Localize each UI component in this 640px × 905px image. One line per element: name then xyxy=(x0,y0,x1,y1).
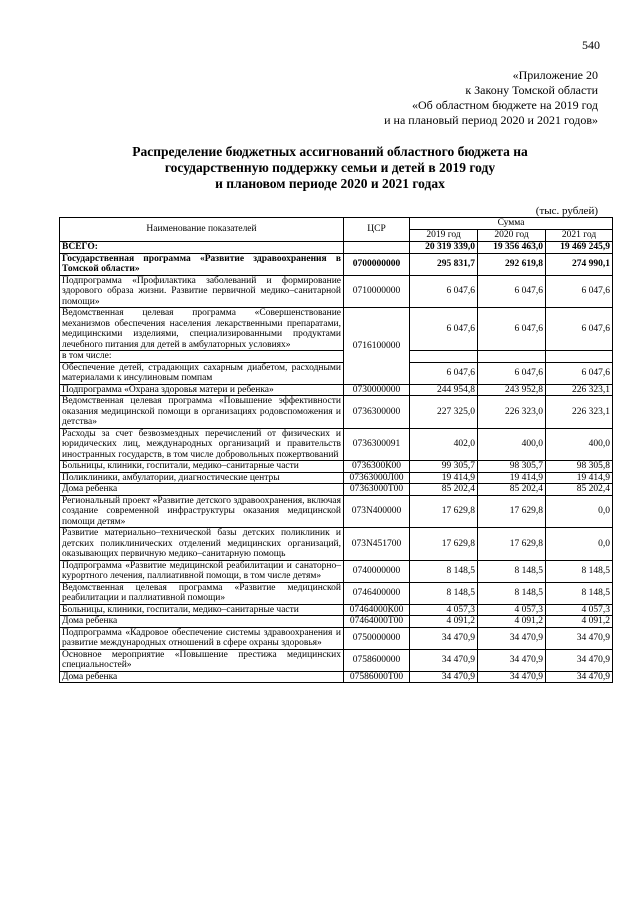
table-row xyxy=(60,472,613,484)
row-name: Поликлиники, амбулатории, диагностические центры xyxy=(60,472,344,484)
table-row xyxy=(60,627,613,649)
row-value-2020: 400,0 xyxy=(478,428,546,461)
title-line: государственную поддержку семьи и детей в 2019 году xyxy=(164,160,496,175)
row-name: Региональный проект «Развитие детского здравоохранения, включая создание современной инфраструктуры оказания медицинской помощи детям» xyxy=(60,495,344,528)
row-value-2021: 19 469 245,9 xyxy=(546,242,613,254)
row-value-2021: 0,0 xyxy=(546,495,613,528)
table-row xyxy=(60,242,613,254)
appendix-line: «Об областном бюджете на 2019 год xyxy=(412,98,598,112)
row-value-2020: 8 148,5 xyxy=(478,582,546,604)
row-value-2020: 19 356 463,0 xyxy=(478,242,546,254)
header-sum: Сумма xyxy=(410,218,613,230)
row-value-2020: 292 619,8 xyxy=(478,253,546,275)
table-row xyxy=(60,616,613,628)
header-code: ЦСР xyxy=(344,218,410,242)
row-code: 07464000Т00 xyxy=(344,616,410,628)
appendix-line: к Закону Томской области xyxy=(465,83,598,97)
table-row xyxy=(60,671,613,683)
title-line: и плановом периоде 2020 и 2021 годах xyxy=(215,176,445,191)
row-value-2021 xyxy=(546,351,613,363)
row-value-2020: 226 323,0 xyxy=(478,396,546,429)
row-name: Расходы за счет безвозмездных перечислений от физических и юридических лиц, международных организаций и правительств иностранных государств, в том числе добровольных пожертвований xyxy=(60,428,344,461)
appendix-header xyxy=(268,68,598,128)
header-year-2020: 2020 год xyxy=(478,230,546,242)
row-value-2021: 226 323,1 xyxy=(546,384,613,396)
row-code: 0758600000 xyxy=(344,649,410,671)
row-name: Ведомственная целевая программа «Развитие медицинской реабилитации и паллиативной помощи» xyxy=(60,582,344,604)
row-value-2019: 99 305,7 xyxy=(410,461,478,473)
row-value-2020: 4 057,3 xyxy=(478,604,546,616)
row-value-2021: 8 148,5 xyxy=(546,560,613,582)
row-name: Развитие материально–технической базы детских поликлиник и детских поликлинических отделений медицинских организаций, оказывающих первичную медико–санитарную помощь xyxy=(60,528,344,561)
row-name: в том числе: xyxy=(60,351,344,363)
row-value-2019: 4 091,2 xyxy=(410,616,478,628)
row-value-2021: 98 305,8 xyxy=(546,461,613,473)
table-row xyxy=(60,495,613,528)
row-value-2020: 6 047,6 xyxy=(478,308,546,351)
row-name: Подпрограмма «Охрана здоровья матери и ребенка» xyxy=(60,384,344,396)
row-value-2021: 34 470,9 xyxy=(546,627,613,649)
row-code: 0716100000 xyxy=(344,308,410,385)
row-value-2019: 295 831,7 xyxy=(410,253,478,275)
row-code: 073N451700 xyxy=(344,528,410,561)
row-value-2019: 402,0 xyxy=(410,428,478,461)
header-year-2019: 2019 год xyxy=(410,230,478,242)
row-value-2021: 34 470,9 xyxy=(546,649,613,671)
row-code: 0750000000 xyxy=(344,627,410,649)
row-value-2019: 244 954,8 xyxy=(410,384,478,396)
row-value-2021: 274 990,1 xyxy=(546,253,613,275)
row-name: Основное мероприятие «Повышение престижа медицинских специальностей» xyxy=(60,649,344,671)
row-value-2021: 85 202,4 xyxy=(546,484,613,496)
row-name: Дома ребенка xyxy=(60,616,344,628)
header-name: Наименование показателей xyxy=(60,218,344,242)
row-name: Дома ребенка xyxy=(60,671,344,683)
row-value-2019: 34 470,9 xyxy=(410,649,478,671)
row-code: 0730000000 xyxy=(344,384,410,396)
table-row xyxy=(60,604,613,616)
row-name: Больницы, клиники, госпитали, медико–санитарные части xyxy=(60,604,344,616)
row-value-2019: 20 319 339,0 xyxy=(410,242,478,254)
row-name: Подпрограмма «Профилактика заболеваний и формирование здорового образа жизни. Развитие первичной медико–санитарной помощи» xyxy=(60,275,344,308)
row-value-2019 xyxy=(410,351,478,363)
row-code: 0736300000 xyxy=(344,396,410,429)
row-value-2019: 34 470,9 xyxy=(410,671,478,683)
row-value-2019: 17 629,8 xyxy=(410,528,478,561)
row-code: 0746400000 xyxy=(344,582,410,604)
row-name: ВСЕГО: xyxy=(60,242,344,254)
row-code: 07363000Т00 xyxy=(344,484,410,496)
row-name: Ведомственная целевая программа «Совершенствование механизмов обеспечения населения лекарственными препаратами, медицинскими изделиями, специализированными продуктами лечебного питания для детей в амбулаторных условиях» xyxy=(60,308,344,351)
document-title xyxy=(60,144,600,192)
row-value-2021: 400,0 xyxy=(546,428,613,461)
table-row xyxy=(60,560,613,582)
row-value-2020: 6 047,6 xyxy=(478,275,546,308)
row-value-2019: 6 047,6 xyxy=(410,275,478,308)
units-note: (тыс. рублей) xyxy=(535,205,598,217)
row-value-2020: 17 629,8 xyxy=(478,495,546,528)
table-row xyxy=(60,275,613,308)
row-value-2021: 8 148,5 xyxy=(546,582,613,604)
table-row xyxy=(60,396,613,429)
row-value-2019: 227 325,0 xyxy=(410,396,478,429)
page-number: 540 xyxy=(582,38,600,52)
row-value-2021: 6 047,6 xyxy=(546,275,613,308)
table-row xyxy=(60,649,613,671)
row-code: 0736300091 xyxy=(344,428,410,461)
row-value-2021: 19 414,9 xyxy=(546,472,613,484)
row-value-2021: 226 323,1 xyxy=(546,396,613,429)
row-value-2021: 4 091,2 xyxy=(546,616,613,628)
row-value-2020: 34 470,9 xyxy=(478,649,546,671)
row-value-2019: 8 148,5 xyxy=(410,560,478,582)
table-row xyxy=(60,384,613,396)
row-value-2020: 34 470,9 xyxy=(478,671,546,683)
row-name: Обеспечение детей, страдающих сахарным диабетом, расходными материалами к инсулиновым помпам xyxy=(60,362,344,384)
budget-table xyxy=(59,217,613,683)
row-name: Ведомственная целевая программа «Повышение эффективности оказания медицинской помощи в организациях родовспоможения и детства» xyxy=(60,396,344,429)
table-row xyxy=(60,461,613,473)
row-value-2019: 4 057,3 xyxy=(410,604,478,616)
row-code: 0700000000 xyxy=(344,253,410,275)
table-row xyxy=(60,253,613,275)
appendix-line: и на плановый период 2020 и 2021 годов» xyxy=(384,113,598,127)
row-value-2019: 6 047,6 xyxy=(410,308,478,351)
row-value-2021: 0,0 xyxy=(546,528,613,561)
row-code: 0736300К00 xyxy=(344,461,410,473)
row-value-2019: 6 047,6 xyxy=(410,362,478,384)
row-name: Дома ребенка xyxy=(60,484,344,496)
table-row xyxy=(60,428,613,461)
row-value-2020: 243 952,8 xyxy=(478,384,546,396)
row-name: Больницы, клиники, госпитали, медико–санитарные части xyxy=(60,461,344,473)
row-code: 07464000К00 xyxy=(344,604,410,616)
row-code: 07586000Т00 xyxy=(344,671,410,683)
row-name: Государственная программа «Развитие здравоохранения в Томской области» xyxy=(60,253,344,275)
row-code: 0710000000 xyxy=(344,275,410,308)
row-value-2019: 17 629,8 xyxy=(410,495,478,528)
row-value-2020 xyxy=(478,351,546,363)
row-value-2020: 8 148,5 xyxy=(478,560,546,582)
row-value-2020: 4 091,2 xyxy=(478,616,546,628)
header-year-2021: 2021 год xyxy=(546,230,613,242)
title-line: Распределение бюджетных ассигнований областного бюджета на xyxy=(132,144,528,159)
row-code: 073N400000 xyxy=(344,495,410,528)
row-value-2021: 4 057,3 xyxy=(546,604,613,616)
row-value-2020: 34 470,9 xyxy=(478,627,546,649)
row-value-2021: 34 470,9 xyxy=(546,671,613,683)
row-name: Подпрограмма «Кадровое обеспечение системы здравоохранения и развитие международных отношений в сфере охраны здоровья» xyxy=(60,627,344,649)
row-value-2021: 6 047,6 xyxy=(546,362,613,384)
row-value-2020: 6 047,6 xyxy=(478,362,546,384)
appendix-line: «Приложение 20 xyxy=(512,68,598,82)
table-row xyxy=(60,351,613,363)
row-code: 07363000Л00 xyxy=(344,472,410,484)
row-code: 0740000000 xyxy=(344,560,410,582)
row-value-2020: 98 305,7 xyxy=(478,461,546,473)
row-value-2019: 34 470,9 xyxy=(410,627,478,649)
table-row xyxy=(60,528,613,561)
row-value-2021: 6 047,6 xyxy=(546,308,613,351)
table-row xyxy=(60,308,613,351)
row-value-2019: 85 202,4 xyxy=(410,484,478,496)
table-row xyxy=(60,362,613,384)
row-name: Подпрограмма «Развитие медицинской реабилитации и санаторно–курортного лечения, паллиативной помощи, в том числе детям» xyxy=(60,560,344,582)
row-value-2020: 19 414,9 xyxy=(478,472,546,484)
row-value-2020: 85 202,4 xyxy=(478,484,546,496)
row-value-2019: 19 414,9 xyxy=(410,472,478,484)
table-row xyxy=(60,484,613,496)
table-row xyxy=(60,582,613,604)
row-value-2019: 8 148,5 xyxy=(410,582,478,604)
row-code xyxy=(344,242,410,254)
row-value-2020: 17 629,8 xyxy=(478,528,546,561)
